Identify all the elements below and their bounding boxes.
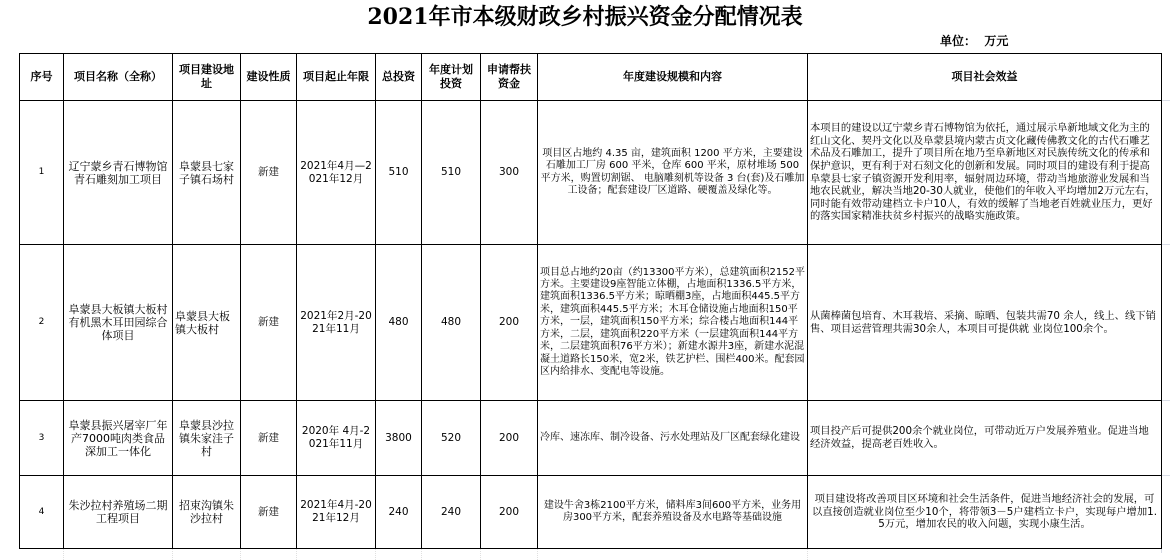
- cell-location: 阜蒙县七家子镇石场村: [173, 101, 241, 245]
- document-title: 2021年市本级财政乡村振兴资金分配情况表: [367, 4, 803, 30]
- cell-social-benefit: 项目建设将改善项目区环境和社会生活条件，促进当地经济社会的发展，可以直接创造就业岗位至少10个，将带领3－5户建档立卡户，实现每户增加1.5万元，增加农民的收入问题，实现小康生活。: [808, 476, 1162, 549]
- spreadsheet-gridline: [1161, 100, 1170, 101]
- funding-allocation-table: [19, 53, 1162, 549]
- header-requested-funds: 申请帮扶资金: [481, 54, 538, 101]
- cell-annual-scale-content: 建设牛舍3栋2100平方米，储料库3间600平方米，业务用房300平方米，配套养殖设备及水电路等基础设施: [538, 476, 808, 549]
- cell-annual-scale-content: 项目区占地约 4.35 亩，建筑面积 1200 平方米，主要建设石雕加工厂房 600 平米，仓库 600 平米，原材堆场 500 平方米，购置切割锯、 电脑雕刻机等设备 3 台(套)及石雕加工设备；配套建设厂区道路、硬覆盖及绿化等。: [538, 101, 808, 245]
- header-seq: 序号: [20, 54, 64, 101]
- cell-annual-scale-content: 项目总占地约20亩（约13300平方米），总建筑面积2152平方米。主要建设9座智能立体棚，占地面积1336.5平方米，建筑面积1336.5平方米；晾晒棚3座，占地面积445.5平方米，建筑面积445.5平方米；木耳仓储设施占地面积150平方米，一层，建筑面积150平方米；综合楼占地面积144平方米，二层，建筑面积220平方米（一层建筑面积144平方米，二层建筑面积76平方米）；新建水源井3座，新建水泥混凝土道路长150米，宽2米，铁艺护栏、围栏400米。配套园区内给排水、变配电等设施。: [538, 245, 808, 401]
- cell-annual-scale-content: 冷库、速冻库、制冷设备、污水处理站及厂区配套绿化建设: [538, 401, 808, 476]
- cell-location: 阜蒙县大板镇大板村: [173, 245, 241, 401]
- cell-name: 阜蒙县振兴屠宰厂年产7000吨肉类食品深加工一体化: [64, 401, 173, 476]
- table-row: [20, 245, 1162, 401]
- cell-requested-funds: 200: [481, 245, 538, 401]
- table-row: [20, 476, 1162, 549]
- spreadsheet-gridline: [1161, 53, 1170, 553]
- spreadsheet-gridline: [375, 549, 376, 560]
- spreadsheet-gridline: [1161, 244, 1170, 245]
- cell-total-investment: 240: [376, 476, 422, 549]
- cell-name: 阜蒙县大板镇大板村有机黑木耳田园综合体项目: [64, 245, 173, 401]
- spreadsheet-gridline: [240, 549, 241, 560]
- cell-annual-plan-investment: 520: [422, 401, 481, 476]
- cell-period: 2021年2月-2021年11月: [297, 245, 376, 401]
- spreadsheet-gridline: [296, 549, 297, 560]
- header-location: 项目建设地址: [173, 54, 241, 101]
- cell-annual-plan-investment: 510: [422, 101, 481, 245]
- cell-seq: 2: [20, 245, 64, 401]
- spreadsheet-gridline: [1161, 475, 1170, 476]
- header-period: 项目起止年限: [297, 54, 376, 101]
- cell-nature: 新建: [241, 101, 297, 245]
- table-row: [20, 401, 1162, 476]
- spreadsheet-gridline: [172, 549, 173, 560]
- cell-nature: 新建: [241, 245, 297, 401]
- cell-social-benefit: 项目投产后可提供200余个就业岗位，可带动近万户发展养殖业。促进当地经济效益，提高老百姓收入。: [808, 401, 1162, 476]
- cell-period: 2021年4月-2021年12月: [297, 476, 376, 549]
- cell-period: 2020年 4月-2021年11月: [297, 401, 376, 476]
- cell-total-investment: 480: [376, 245, 422, 401]
- header-annual-plan-investment: 年度计划投资: [422, 54, 481, 101]
- cell-nature: 新建: [241, 401, 297, 476]
- cell-period: 2021年4月—2021年12月: [297, 101, 376, 245]
- cell-annual-plan-investment: 480: [422, 245, 481, 401]
- spreadsheet-gridline: [480, 549, 481, 560]
- cell-social-benefit: 本项目的建设以辽宁蒙乡青石博物馆为依托，通过展示阜新地域文化为主的红山文化、契丹文化以及阜蒙县境内蒙古贞文化藏传佛教文化的古代石雕艺术品及石雕加工，提升了项目所在地乃至阜新地区对民族传统文化的传承和保护意识，更有利于对石刻文化的创新和发展。同时项目的建设有利于提高阜蒙县七家子镇资源开发利用率，辐射周边环境，带动当地旅游业发展和当地农民就业，解决当地20-30人就业，使他们的年收入平均增加2万元左右，同时能有效带动建档立卡户10人，有效的缓解了当地老百姓就业压力，更好的落实国家精准扶贫乡村振兴的战略实施政策。: [808, 101, 1162, 245]
- cell-name: 朱沙拉村养殖场二期工程项目: [64, 476, 173, 549]
- spreadsheet-gridline: [537, 549, 538, 560]
- cell-requested-funds: 200: [481, 476, 538, 549]
- spreadsheet-gridline: [1161, 400, 1170, 401]
- cell-total-investment: 510: [376, 101, 422, 245]
- table-row: [20, 101, 1162, 245]
- unit-label: 单位： 万元: [940, 34, 1009, 48]
- spreadsheet-gridline: [421, 549, 422, 560]
- table-header-row: [20, 54, 1162, 101]
- cell-name: 辽宁蒙乡青石博物馆青石雕刻加工项目: [64, 101, 173, 245]
- cell-seq: 4: [20, 476, 64, 549]
- spreadsheet-gridline: [807, 549, 808, 560]
- header-name: 项目名称（全称）: [64, 54, 173, 101]
- cell-seq: 3: [20, 401, 64, 476]
- header-social-benefit: 项目社会效益: [808, 54, 1162, 101]
- cell-social-benefit: 从菌棒菌包培育、木耳栽培、采摘、晾晒、包装共需70 余人，线上、线下销售、项目运营管理共需30余人，本项目可提供就 业岗位100余个。: [808, 245, 1162, 401]
- header-nature: 建设性质: [241, 54, 297, 101]
- spreadsheet-gridline: [63, 549, 64, 560]
- cell-total-investment: 3800: [376, 401, 422, 476]
- cell-nature: 新建: [241, 476, 297, 549]
- cell-requested-funds: 200: [481, 401, 538, 476]
- cell-location: 招束沟镇朱沙拉村: [173, 476, 241, 549]
- cell-location: 阜蒙县沙拉镇朱家洼子村: [173, 401, 241, 476]
- cell-annual-plan-investment: 240: [422, 476, 481, 549]
- cell-requested-funds: 300: [481, 101, 538, 245]
- cell-seq: 1: [20, 101, 64, 245]
- header-total-investment: 总投资: [376, 54, 422, 101]
- header-annual-scale-content: 年度建设规模和内容: [538, 54, 808, 101]
